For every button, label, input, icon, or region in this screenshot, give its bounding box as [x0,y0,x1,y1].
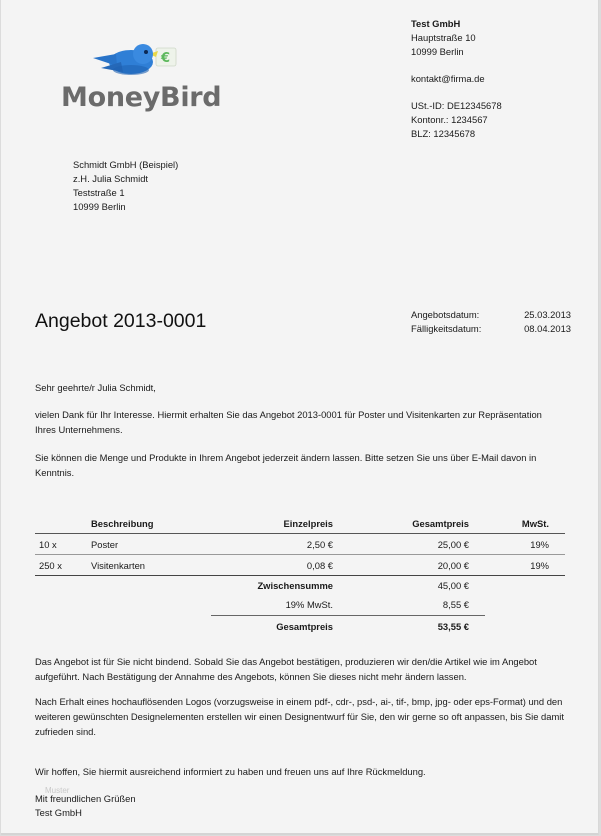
cell-qty: 10 x [39,538,57,550]
sender-city: 10999 Berlin [411,46,464,57]
document-meta [411,308,571,336]
offer-document-page [1,0,599,835]
sender-bank-code: BLZ: 12345678 [411,128,476,139]
recipient-address [73,158,178,214]
meta-offer-date [411,308,571,322]
meta-label: Angebotsdatum: [411,309,480,320]
table-row [35,555,565,576]
tax-row [211,595,485,614]
table-header [35,513,565,534]
closing-paragraph: Wir hoffen, Sie hiermit ausreichend informiert zu haben und freuen uns auf Ihre Rückmeldung. [35,766,426,777]
cell-description: Poster [91,538,119,550]
tax-label: 19% MwSt. [285,599,333,610]
sender-street: Hauptstraße 10 [411,32,476,43]
header-total: Gesamtpreis [412,517,469,529]
cell-total: 25,00 € [437,538,469,550]
totals-divider [211,615,485,616]
header-description: Beschreibung [91,517,154,529]
sender-account-number: Kontonr.: 1234567 [411,114,488,125]
cell-unit-price: 0,08 € [306,559,333,571]
subtotal-value: 45,00 € [437,580,469,591]
meta-label: Fälligkeitsdatum: [411,323,482,334]
sender-vat-id: USt.-ID: DE12345678 [411,100,502,111]
svg-text:€: € [161,51,171,66]
logo-wordmark: MoneyBird [61,82,222,113]
header-vat: MwSt. [521,517,549,529]
sender-address [411,17,591,141]
grand-total-value: 53,55 € [437,621,469,632]
intro-paragraph: vielen Dank für Ihr Interesse. Hiermit erhalten Sie das Angebot 2013-0001 für Poster und Visitenkarten zur Repräsentation Ihres Unternehmens. [35,409,542,435]
recipient-street: Teststraße 1 [73,187,125,198]
company-logo [61,40,222,115]
cell-unit-price: 2,50 € [306,538,333,550]
subtotal-label: Zwischensumme [257,580,333,591]
regards: Mit freundlichen Grüßen [35,793,136,804]
sender-company: Test GmbH [411,18,461,29]
cell-vat: 19% [530,538,549,550]
subtotal-row [211,576,485,595]
header-unit-price: Einzelpreis [283,517,333,529]
recipient-city: 10999 Berlin [73,201,126,212]
watermark-text: Muster [45,786,70,795]
change-note-paragraph: Sie können die Menge und Produkte in Ihrem Angebot jederzeit ändern lassen. Bitte setzen Sie uns über E-Mail davon in Kenntnis. [35,452,537,478]
recipient-attention: z.H. Julia Schmidt [73,173,149,184]
meta-due-date [411,322,571,336]
tax-value: 8,55 € [442,599,469,610]
document-title: Angebot 2013-0001 [35,310,207,332]
line-items-table [35,513,565,576]
bird-with-euro-note-icon [61,40,211,85]
binding-note-paragraph: Das Angebot ist für Sie nicht bindend. Sobald Sie das Angebot bestätigen, produzieren wir den/die Artikel wie im Angebot aufgeführt. Nach Bestätigung der Annahme des Angebots, können Sie dieses nicht mehr ändern lassen. [35,656,537,682]
cell-total: 20,00 € [437,559,469,571]
grand-total-label: Gesamtpreis [276,621,333,632]
logo-note-paragraph: Nach Erhalt eines hochauflösenden Logos (vorzugsweise in einem pdf-, cdr-, psd-, ai-, tif-, bmp, jpg- oder eps-Format) und den weiteren gewünschten Designelementen erstellen wir einen Designentwurf für Sie, den wir gerne so oft anpassen, bis Sie damit zufrieden sind. [35,696,564,737]
recipient-company: Schmidt GmbH (Beispiel) [73,159,179,170]
grand-total-row [211,617,485,636]
cell-qty: 250 x [39,559,62,571]
sender-email: kontakt@firma.de [411,73,485,84]
salutation: Sehr geehrte/r Julia Schmidt, [35,382,156,393]
table-row [35,534,565,555]
meta-value: 08.04.2013 [524,323,571,334]
cell-vat: 19% [530,559,549,571]
totals-summary [211,576,485,636]
cell-description: Visitenkarten [91,559,146,571]
signature: Test GmbH [35,807,82,818]
meta-value: 25.03.2013 [524,309,571,320]
